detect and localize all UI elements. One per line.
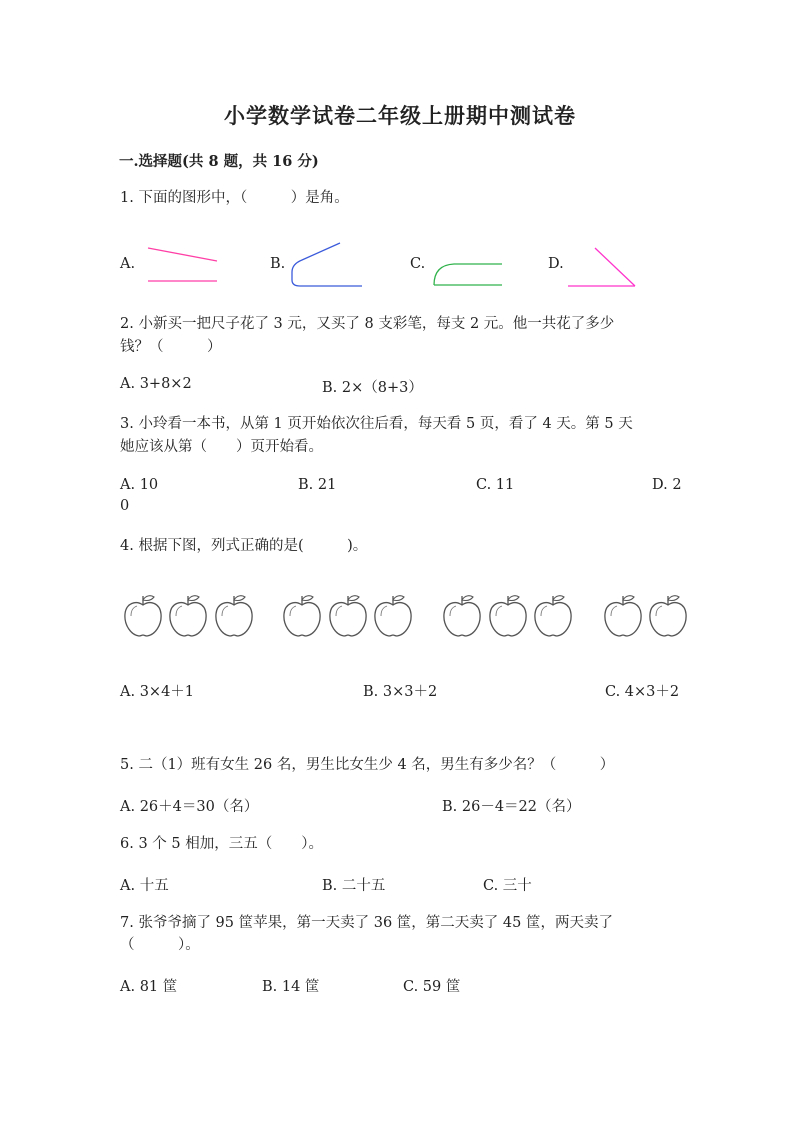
apple-icon: [535, 596, 571, 636]
question-7-option-a: A. 81 筐: [120, 979, 178, 995]
question-4-option-a: A. 3×4＋1: [120, 684, 195, 700]
question-2-option-b: B. 2×（8+3）: [322, 380, 423, 396]
question-3-line-2: 她应该从第（ ）页开始看。: [120, 439, 323, 455]
question-6-option-c: C. 三十: [483, 878, 532, 894]
question-3-option-a: A. 10: [120, 477, 159, 493]
option-b-curved-shape: [292, 243, 362, 286]
apple-icon: [216, 596, 252, 636]
option-d-figure: [565, 245, 640, 290]
question-2-option-a: A. 3+8×2: [120, 376, 192, 392]
apple-icon: [490, 596, 526, 636]
question-2-line-2: 钱？（ ）: [120, 339, 222, 355]
apple-icon: [650, 596, 686, 636]
question-1-option-a-label: A.: [120, 256, 136, 272]
question-1-option-b-label: B.: [270, 256, 286, 272]
question-6-option-b: B. 二十五: [322, 878, 386, 894]
question-3-option-b: B. 21: [298, 477, 337, 493]
question-7-line-2: （ ）。: [120, 937, 200, 953]
question-4-option-c: C. 4×3＋2: [605, 684, 680, 700]
question-6-option-a: A. 十五: [120, 878, 169, 894]
question-5-option-b: B. 26－4＝22（名）: [442, 799, 581, 815]
question-5-text: 5. 二（1）班有女生 26 名，男生比女生少 4 名，男生有多少名？（ ）: [120, 757, 615, 773]
question-7-line-1: 7. 张爷爷摘了 95 筐苹果，第一天卖了 36 筐，第二天卖了 45 筐，两天卖了: [120, 915, 613, 931]
option-a-figure: [145, 245, 220, 285]
question-1-text: 1. 下面的图形中，（ ）是角。: [120, 190, 349, 206]
question-1-option-d-label: D.: [548, 256, 564, 272]
apple-icon: [444, 596, 480, 636]
question-7-option-c: C. 59 筐: [403, 979, 461, 995]
apple-icon: [170, 596, 206, 636]
section-header: 一.选择题(共 8 题，共 16 分): [119, 153, 319, 170]
question-4-text: 4. 根据下图，列式正确的是( )。: [120, 538, 368, 554]
apple-icon: [375, 596, 411, 636]
question-7-option-b: B. 14 筐: [262, 979, 320, 995]
option-c-arc-shape: [434, 264, 502, 285]
question-3-option-c: C. 11: [476, 477, 515, 493]
apple-icon: [284, 596, 320, 636]
apple-icon: [125, 596, 161, 636]
page-title: 小学数学试卷二年级上册期中测试卷: [224, 103, 576, 128]
option-d-line-slant: [595, 248, 635, 286]
question-5-option-a: A. 26＋4＝30（名）: [120, 799, 259, 815]
apple-figure: [120, 590, 690, 638]
apple-icon: [330, 596, 366, 636]
question-4-option-b: B. 3×3＋2: [363, 684, 438, 700]
question-3-option-d: D. 2: [652, 477, 682, 493]
option-a-line-top: [148, 248, 217, 261]
question-3-line-1: 3. 小玲看一本书，从第 1 页开始依次往后看，每天看 5 页，看了 4 天。第 5 天: [120, 416, 633, 432]
apple-icon: [605, 596, 641, 636]
question-2-line-1: 2. 小新买一把尺子花了 3 元，又买了 8 支彩笔，每支 2 元。他一共花了多少: [120, 316, 615, 332]
option-b-figure: [288, 240, 366, 290]
option-c-figure: [430, 258, 505, 288]
question-6-text: 6. 3 个 5 相加，三五（ ）。: [120, 836, 323, 852]
question-3-option-d-wrap: 0: [120, 498, 130, 514]
question-1-option-c-label: C.: [410, 256, 426, 272]
